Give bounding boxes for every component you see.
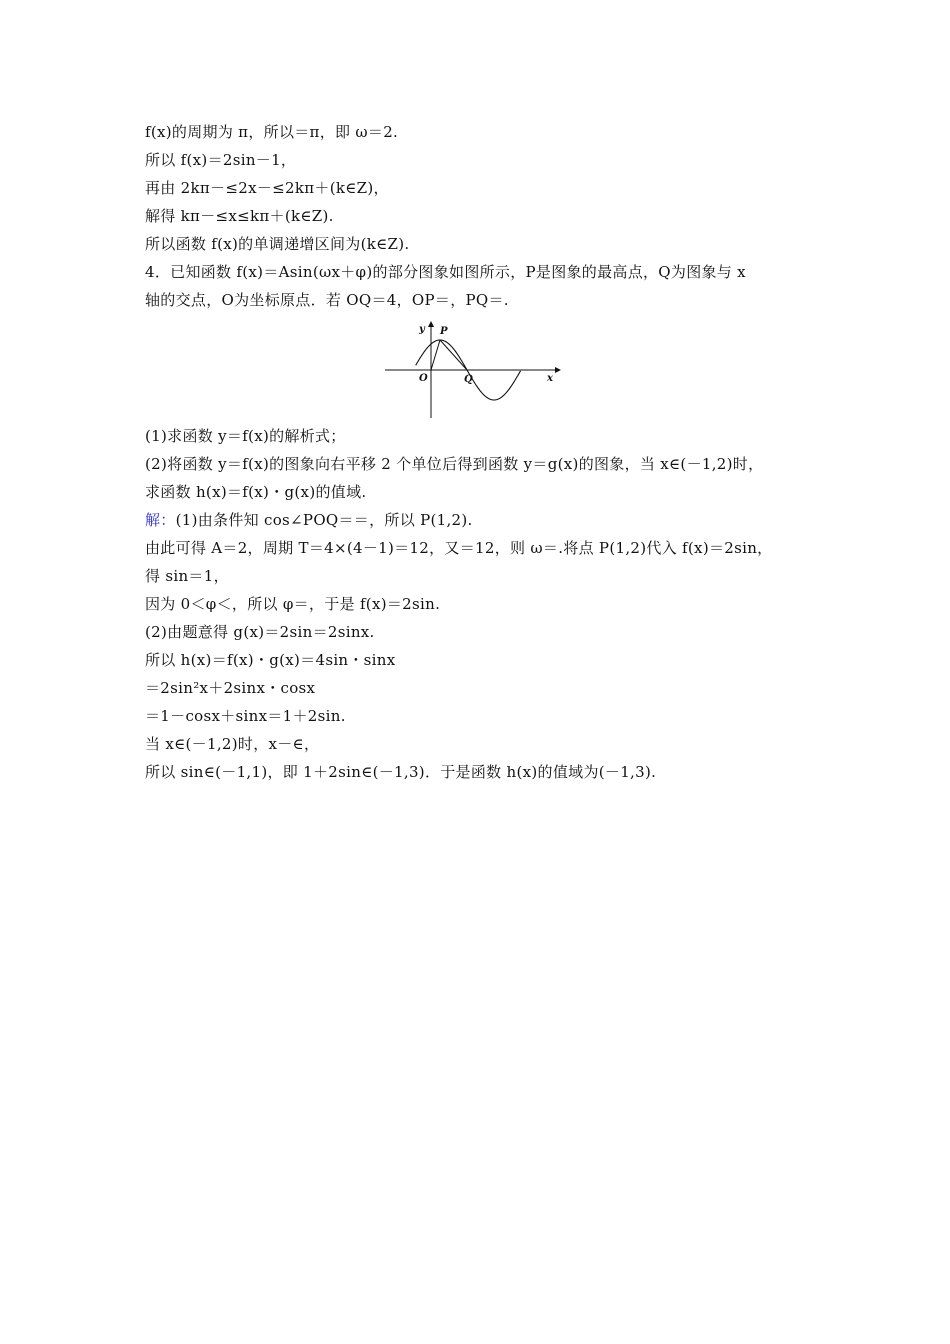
solution-text: (1)由条件知 cos∠POQ＝＝，所以 P(1,2). (175, 511, 473, 529)
origin-label: O (419, 373, 428, 384)
problem-statement: 轴的交点，O为坐标原点．若 OQ＝4，OP＝，PQ＝. (145, 291, 509, 309)
solution-line: 所以 h(x)＝f(x)・g(x)＝4sin・sinx (145, 651, 396, 669)
sine-graph-figure (383, 318, 563, 420)
solution-line: (2)由题意得 g(x)＝2sin＝2sinx. (145, 623, 375, 641)
x-axis-label: x (547, 373, 553, 384)
solution-line: 因为 0＜φ＜，所以 φ＝，于是 f(x)＝2sin. (145, 595, 441, 613)
y-axis-label: y (419, 324, 425, 335)
solution-line: ＝2sin²x＋2sinx・cosx (145, 679, 316, 697)
point-q-label: Q (464, 374, 473, 385)
solution-line: 当 x∈(－1,2)时，x－∈， (145, 735, 320, 753)
solution-line: 所以 sin∈(－1,1)，即 1＋2sin∈(－1,3)．于是函数 h(x)的值域为(－1,3). (145, 763, 657, 781)
point-p-label: P (440, 326, 448, 337)
x-axis-arrow (555, 367, 561, 373)
text-line: 所以函数 f(x)的单调递增区间为(k∈Z). (145, 235, 410, 253)
solution-first-line (145, 510, 473, 530)
problem-statement: 4．已知函数 f(x)＝Asin(ωx＋φ)的部分图象如图所示，P是图象的最高点，Q为图象与 x (145, 263, 746, 281)
graph-svg (383, 318, 563, 420)
solution-line: ＝1－cosx＋sinx＝1＋2sin. (145, 707, 346, 725)
text-line: 所以 f(x)＝2sin－1， (145, 151, 297, 169)
solution-line: 由此可得 A＝2，周期 T＝4×(4－1)＝12，又＝12，则 ω＝.将点 P(1,2)代入 f(x)＝2sin， (145, 539, 773, 557)
question-1: (1)求函数 y＝f(x)的解析式； (145, 427, 346, 445)
segment-pq (440, 340, 467, 370)
segment-op (431, 340, 440, 370)
solution-line: 得 sin＝1， (145, 567, 229, 585)
question-2-continued: 求函数 h(x)＝f(x)・g(x)的值域. (145, 483, 367, 501)
text-line: f(x)的周期为 π，所以＝π，即 ω＝2. (145, 123, 399, 141)
solution-label: 解： (145, 511, 176, 529)
y-axis-arrow (428, 321, 434, 327)
text-line: 再由 2kπ－≤2x－≤2kπ＋(k∈Z)， (145, 179, 389, 197)
text-line: 解得 kπ－≤x≤kπ＋(k∈Z). (145, 207, 334, 225)
question-2: (2)将函数 y＝f(x)的图象向右平移 2 个单位后得到函数 y＝g(x)的图象，当 x∈(－1,2)时， (145, 455, 764, 473)
